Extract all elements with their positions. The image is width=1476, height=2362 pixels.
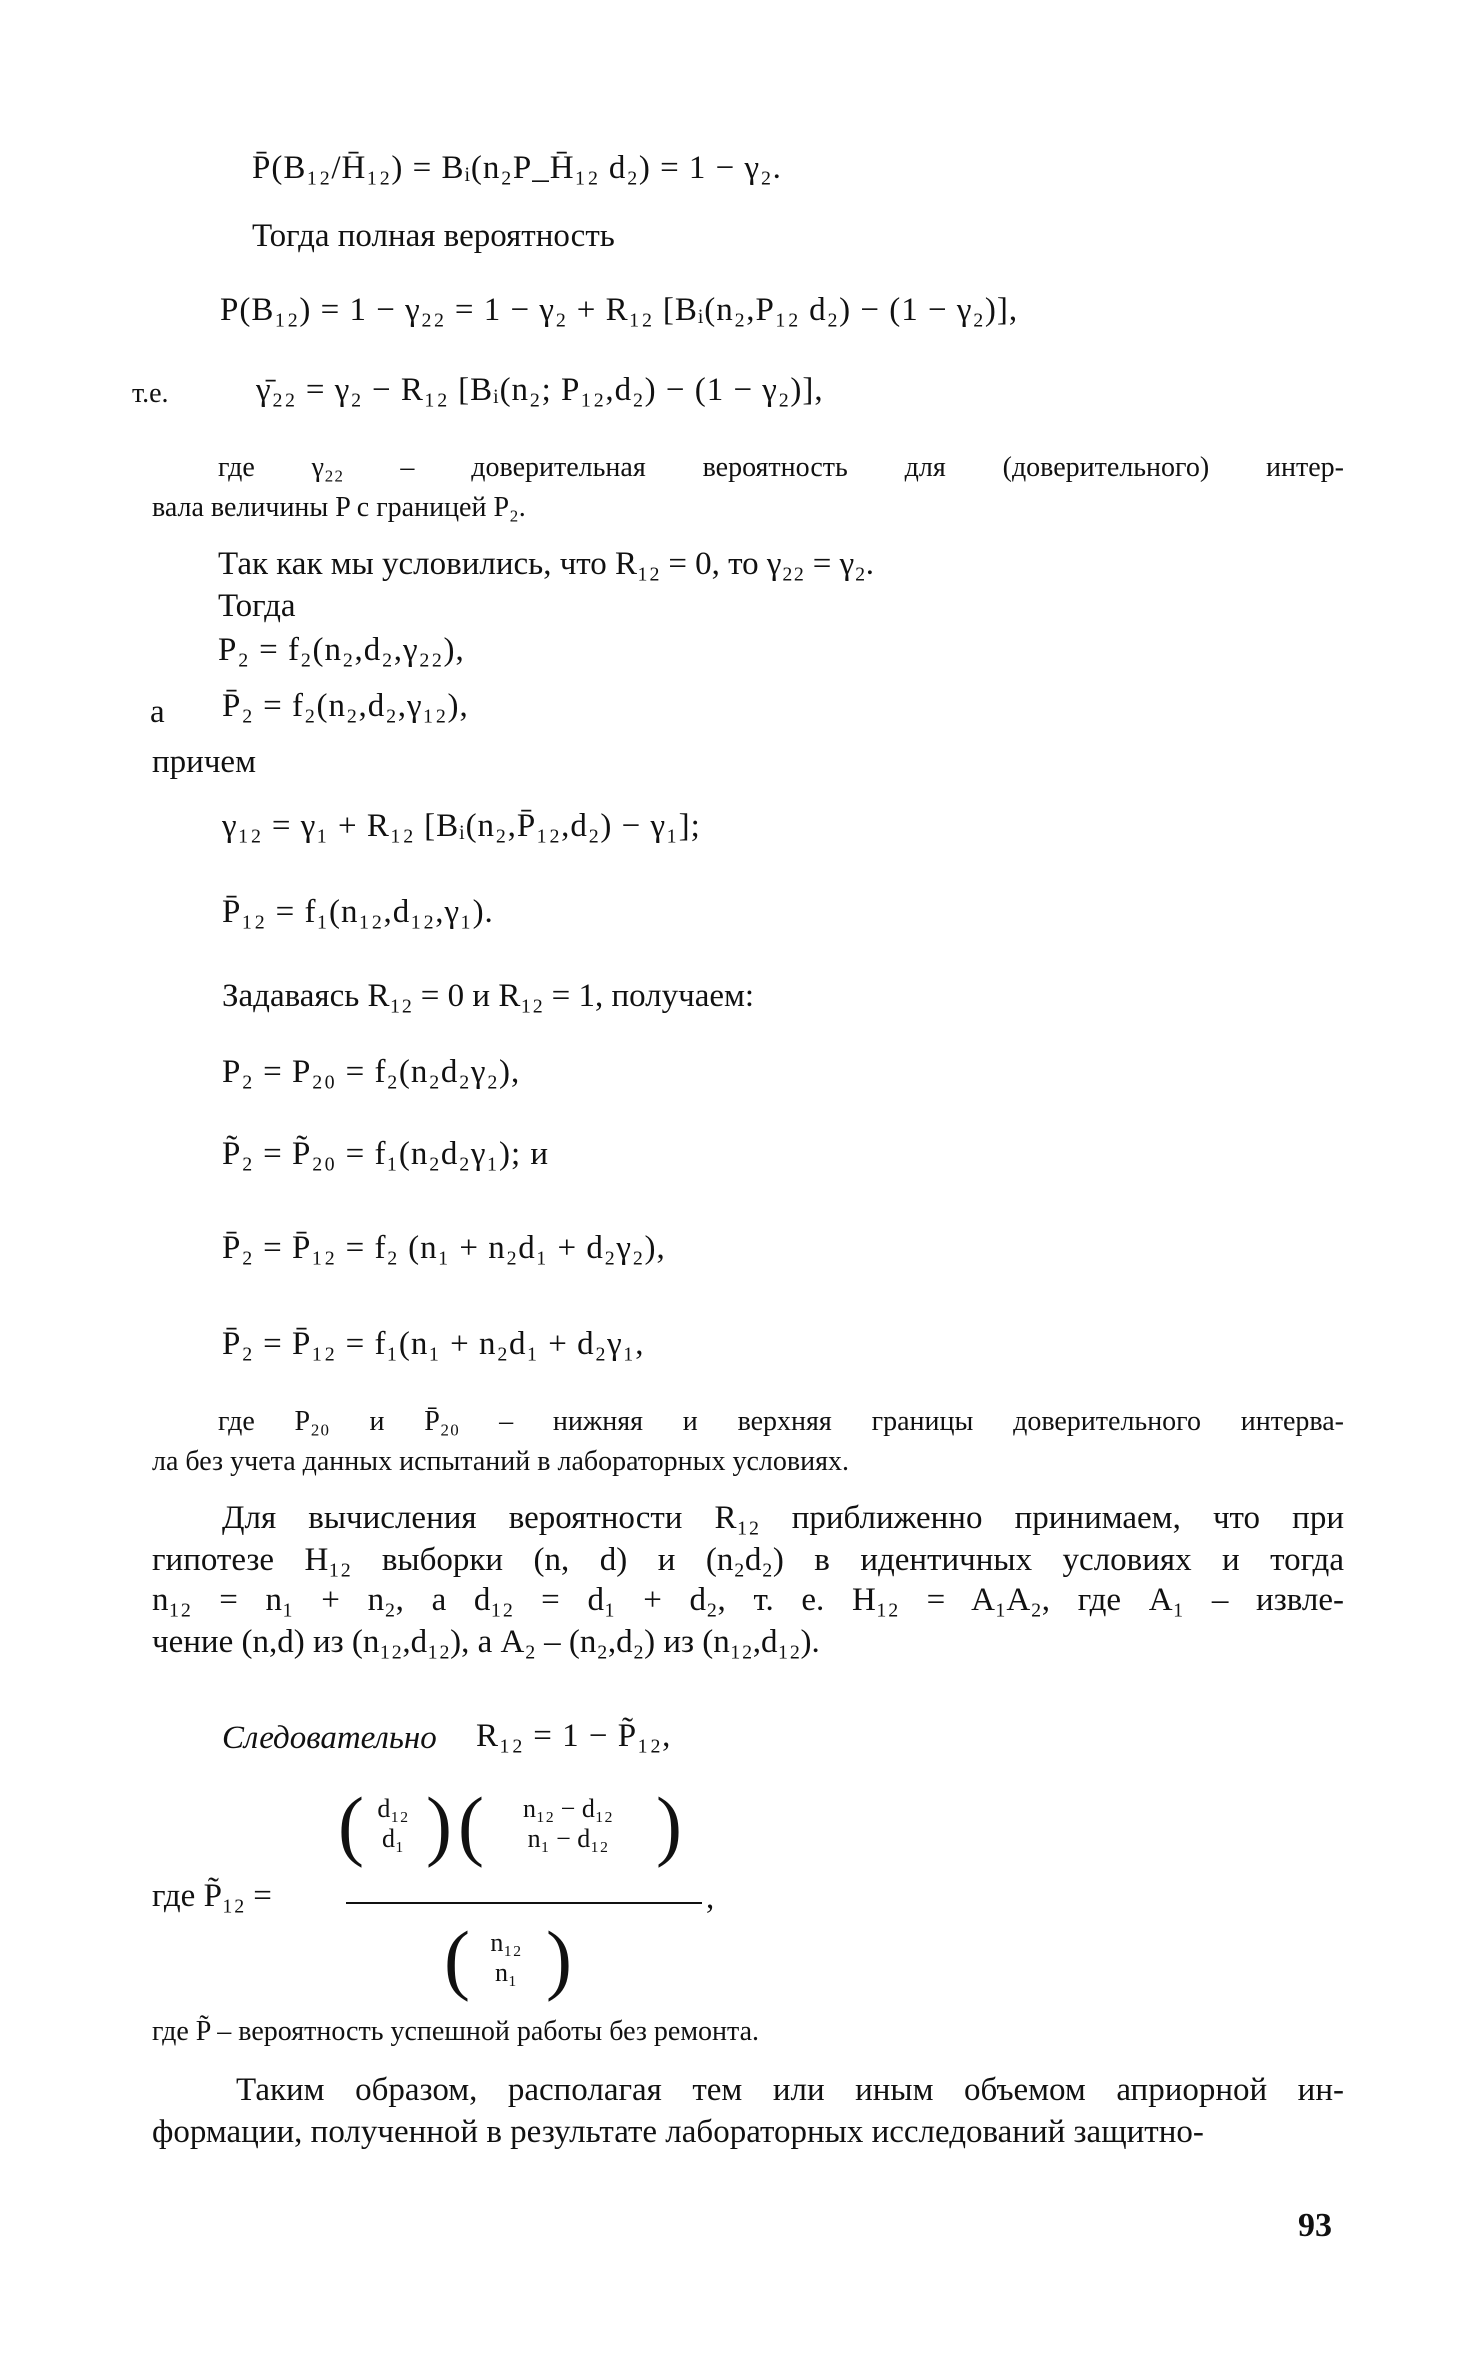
- formula-line: P̄₂ = f₂(n₂,d₂,γ₁₂),: [222, 688, 469, 724]
- left-paren-icon: (: [338, 1781, 364, 1868]
- binom-top: n₁₂ − d₁₂: [523, 1794, 613, 1823]
- binom-bottom: n₁ − d₁₂: [527, 1823, 609, 1853]
- text-line: т.е.: [132, 378, 169, 409]
- binomial-d12-d1: [360, 1794, 426, 1854]
- formula-line: P̄₁₂ = f₁(n₁₂,d₁₂,γ₁).: [222, 894, 494, 930]
- binom-top: d₁₂: [377, 1794, 409, 1823]
- text-line: вала величины P с границей P₂.: [152, 492, 526, 523]
- binom-bottom: d₁: [381, 1823, 405, 1853]
- page-number: 93: [1298, 2207, 1332, 2244]
- left-paren-icon: (: [458, 1781, 484, 1868]
- formula-line: P₂ = f₂(n₂,d₂,γ₂₂),: [218, 632, 465, 668]
- text-line: Тогда: [218, 588, 296, 624]
- formula-line: P̄₂ = P̄₁₂ = f₁(n₁ + n₂d₁ + d₂γ₁,: [222, 1326, 645, 1362]
- right-paren-icon: ): [546, 1915, 572, 2002]
- right-paren-icon: ): [656, 1781, 682, 1868]
- text-line: Следовательно: [222, 1720, 437, 1756]
- formula-line: γ̄₂₂ = γ₂ − R₁₂ [Bᵢ(n₂; P₁₂,d₂) − (1 − γ₂)],: [256, 372, 824, 408]
- fraction-label: где P̃₁₂ =: [152, 1878, 272, 1914]
- formula-line: R₁₂ = 1 − P̃₁₂,: [476, 1718, 672, 1754]
- fraction-comma: ,: [706, 1880, 715, 1916]
- binom-top: n₁₂: [490, 1928, 522, 1957]
- formula-line: P₂ = P₂₀ = f₂(n₂d₂γ₂),: [222, 1054, 521, 1090]
- formula-line: γ₁₂ = γ₁ + R₁₂ [Bᵢ(n₂,P̄₁₂,d₂) − γ₁];: [222, 808, 701, 844]
- text-line: формации, полученной в результате лабораторных исследований защитно-: [152, 2114, 1204, 2150]
- text-line: n₁₂ = n₁ + n₂, а d₁₂ = d₁ + d₂, т. е. H₁₂ = A₁A₂, где A₁ – извле-: [152, 1582, 1344, 1618]
- left-paren-icon: (: [444, 1915, 470, 2002]
- formula-line: P̄(B₁₂/H̄₁₂) = Bᵢ(n₂P_H̄₁₂ d₂) = 1 − γ₂.: [252, 150, 782, 186]
- text-line: Для вычисления вероятности R₁₂ приближенно принимаем, что при: [222, 1500, 1344, 1536]
- text-line: Тогда полная вероятность: [252, 218, 615, 254]
- text-line: причем: [152, 744, 256, 780]
- binomial-n12-n1: [466, 1928, 546, 1988]
- text-line: Так как мы условились, что R₁₂ = 0, то γ₂₂ = γ₂.: [218, 546, 874, 582]
- text-line: гипотезе H₁₂ выборки (n, d) и (n₂d₂) в идентичных условиях и тогда: [152, 1542, 1344, 1578]
- right-paren-icon: ): [426, 1781, 452, 1868]
- binom-bottom: n₁: [494, 1957, 518, 1987]
- text-line: Задаваясь R₁₂ = 0 и R₁₂ = 1, получаем:: [222, 978, 755, 1014]
- formula-line: P(B₁₂) = 1 − γ₂₂ = 1 − γ₂ + R₁₂ [Bᵢ(n₂,P₁₂ d₂) − (1 − γ₂)],: [220, 292, 1019, 328]
- fraction-bar: [346, 1902, 702, 1904]
- text-line: ла без учета данных испытаний в лабораторных условиях.: [152, 1446, 849, 1477]
- binomial-n12-d12: [480, 1794, 656, 1854]
- formula-line: P̃₂ = P̃₂₀ = f₁(n₂d₂γ₁); и: [222, 1136, 550, 1172]
- formula-line: P̄₂ = P̄₁₂ = f₂ (n₁ + n₂d₁ + d₂γ₂),: [222, 1230, 666, 1266]
- text-line: где P₂₀ и P̄₂₀ – нижняя и верхняя границы доверительного интерва-: [218, 1406, 1344, 1437]
- text-line: чение (n,d) из (n₁₂,d₁₂), а A₂ – (n₂,d₂) из (n₁₂,d₁₂).: [152, 1624, 820, 1660]
- text-line: а: [150, 694, 165, 730]
- text-line: где γ₂₂ – доверительная вероятность для (доверительного) интер-: [218, 452, 1344, 483]
- text-line: где P̃ – вероятность успешной работы без ремонта.: [152, 2016, 760, 2047]
- text-line: Таким образом, располагая тем или иным объемом априорной ин-: [236, 2072, 1344, 2108]
